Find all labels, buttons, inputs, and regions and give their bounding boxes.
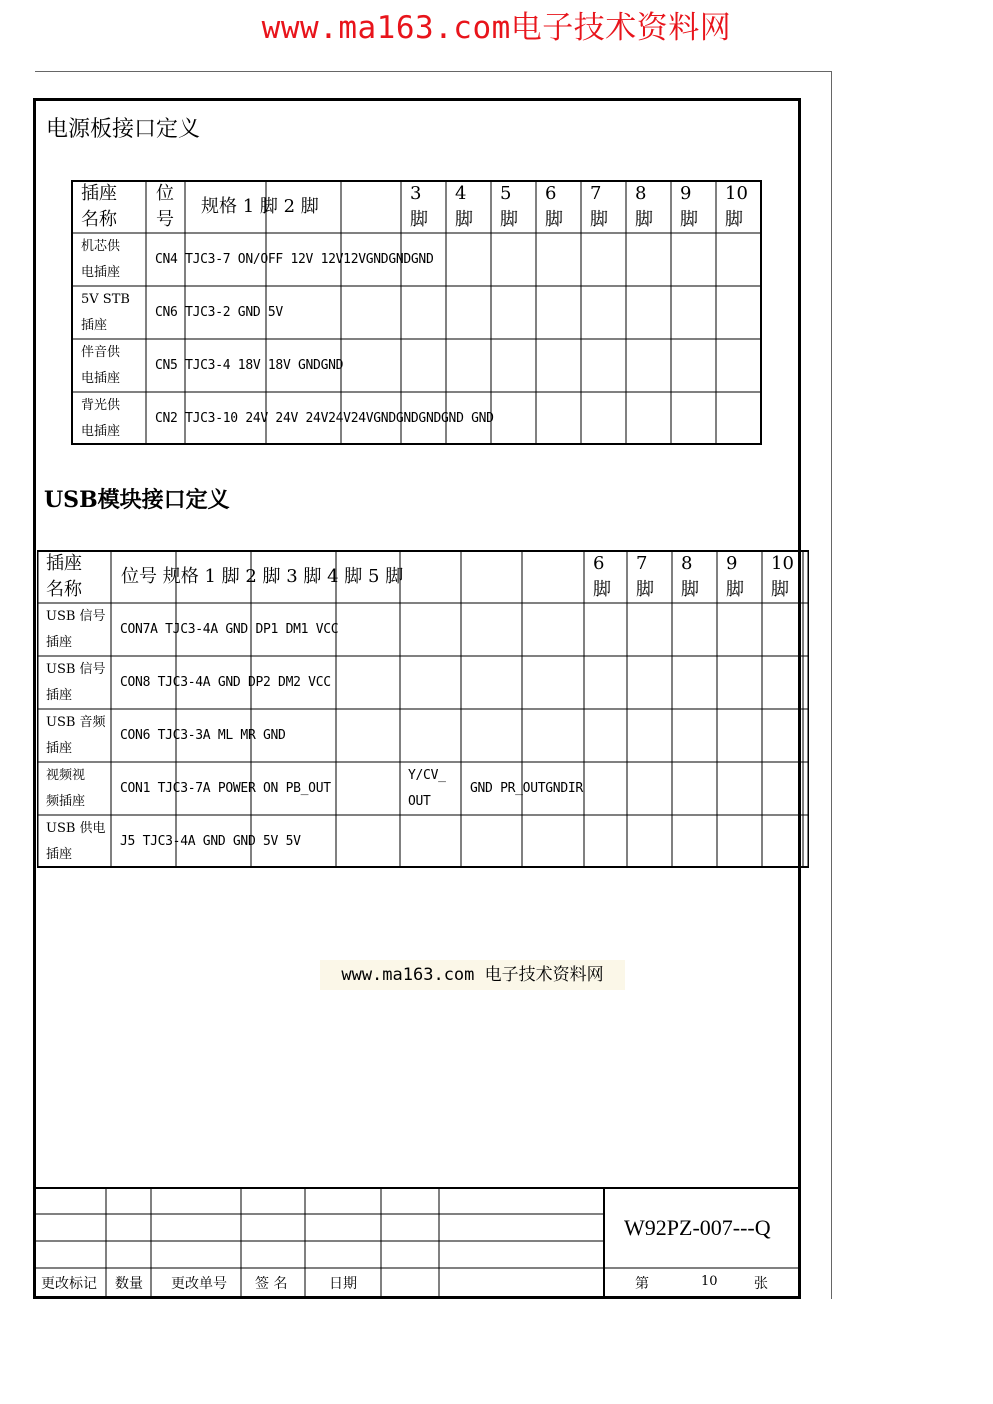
usb-row4-content: CON1 TJC3-7A POWER ON PB_OUT	[120, 781, 331, 796]
sheet-number: 10	[701, 1274, 718, 1289]
power-row3-name-2: 电插座	[81, 371, 121, 386]
power-row4-content: CN2 TJC3-10 24V 24V 24V24V24VGNDGNDGNDGND GND	[155, 411, 494, 426]
usb-row4-ycv-2: OUT	[408, 794, 431, 809]
power-header-pin7-num: 7	[590, 183, 602, 204]
usb-row1-content: CON7A TJC3-4A GND DP1 DM1 VCC	[120, 622, 339, 637]
usb-header-pin9-num: 9	[726, 553, 738, 574]
usb-row3-name-2: 插座	[46, 741, 73, 756]
label-change-mark: 更改标记	[41, 1276, 97, 1292]
usb-row5-name-1: USB 供电	[46, 821, 106, 836]
page-top-rule	[35, 71, 832, 72]
usb-header-pin10-label: 脚	[771, 579, 789, 600]
power-row3-name-1: 伴音供	[81, 345, 121, 360]
power-header-pin3-label: 脚	[410, 209, 428, 230]
usb-header-pin6-num: 6	[593, 553, 605, 574]
site-title: www.ma163.com电子技术资料网	[261, 10, 732, 46]
usb-row3-name-1: USB 音频	[46, 715, 106, 730]
usb-row2-name-2: 插座	[46, 688, 73, 703]
watermark-banner: www.ma163.com 电子技术资料网	[320, 960, 625, 990]
title-block-grid	[35, 1187, 799, 1297]
power-row4-name-2: 电插座	[81, 424, 121, 439]
title-block	[35, 1187, 799, 1297]
usb-row2-name-1: USB 信号	[46, 662, 106, 677]
power-header-pin6-label: 脚	[545, 209, 563, 230]
power-row1-content: CN4 TJC3-7 ON/OFF 12V 12V12VGNDGNDGND	[155, 252, 434, 267]
usb-header-socket-name-1: 插座	[46, 553, 82, 574]
power-header-pin5-num: 5	[500, 183, 512, 204]
label-change-number: 更改单号	[171, 1276, 227, 1292]
power-row1-name-1: 机芯供	[81, 239, 121, 254]
usb-row4-name-2: 频插座	[46, 794, 86, 809]
sheet-suffix: 张	[754, 1276, 768, 1292]
power-header-position-1: 位	[156, 183, 174, 204]
usb-header-pin6-label: 脚	[593, 579, 611, 600]
label-signature: 签 名	[255, 1276, 288, 1292]
page-right-rule	[831, 71, 832, 1299]
power-header-pin5-label: 脚	[500, 209, 518, 230]
power-row2-name-2: 插座	[81, 318, 108, 333]
usb-row3-content: CON6 TJC3-3A ML MR GND	[120, 728, 286, 743]
usb-header-position-spec-pins: 位号 规格 1 脚 2 脚 3 脚 4 脚 5 脚	[121, 566, 404, 587]
power-header-pin9-label: 脚	[680, 209, 698, 230]
power-header-pin8-num: 8	[635, 183, 647, 204]
power-row2-name-1: 5V STB	[81, 292, 130, 307]
power-row3-content: CN5 TJC3-4 18V 18V GNDGND	[155, 358, 344, 373]
power-header-pin3-num: 3	[410, 183, 422, 204]
power-header-pin9-num: 9	[680, 183, 692, 204]
usb-header-pin8-num: 8	[681, 553, 693, 574]
usb-row1-name-2: 插座	[46, 635, 73, 650]
power-header-pin4-label: 脚	[455, 209, 473, 230]
power-header-pin6-num: 6	[545, 183, 557, 204]
power-header-spec-pins: 规格 1 脚 2 脚	[201, 196, 319, 217]
power-header-pin7-label: 脚	[590, 209, 608, 230]
label-date: 日期	[329, 1276, 357, 1292]
label-quantity: 数量	[115, 1276, 143, 1292]
power-header-pin10-label: 脚	[725, 209, 743, 230]
power-header-pin8-label: 脚	[635, 209, 653, 230]
power-header-position-2: 号	[156, 209, 174, 230]
usb-header-socket-name-2: 名称	[46, 579, 82, 600]
power-header-pin4-num: 4	[455, 183, 467, 204]
usb-header-pin7-num: 7	[636, 553, 648, 574]
usb-header-pin9-label: 脚	[726, 579, 744, 600]
usb-row4-ycv-1: Y/CV_	[408, 768, 446, 783]
power-header-socket-name-1: 插座	[81, 183, 117, 204]
usb-row5-content: J5 TJC3-4A GND GND 5V 5V	[120, 834, 301, 849]
power-header-socket-name-2: 名称	[81, 209, 117, 230]
usb-row4-tail: GND PR_OUTGNDIR	[470, 781, 583, 796]
section-power-title: 电源板接口定义	[46, 117, 201, 142]
power-interface-table	[71, 180, 762, 445]
sheet-prefix: 第	[635, 1276, 649, 1292]
power-row4-name-1: 背光供	[81, 398, 121, 413]
usb-row1-name-1: USB 信号	[46, 609, 106, 624]
usb-interface-table	[37, 550, 809, 868]
power-header-pin10-num: 10	[725, 183, 748, 204]
usb-header-pin7-label: 脚	[636, 579, 654, 600]
power-row2-content: CN6 TJC3-2 GND 5V	[155, 305, 283, 320]
usb-row5-name-2: 插座	[46, 847, 73, 862]
power-row1-name-2: 电插座	[81, 265, 121, 280]
usb-row2-content: CON8 TJC3-4A GND DP2 DM2 VCC	[120, 675, 331, 690]
doc-number: W92PZ-007---Q	[624, 1215, 771, 1240]
usb-row4-name-1: 视频视	[46, 768, 86, 783]
usb-header-pin8-label: 脚	[681, 579, 699, 600]
usb-header-pin10-num: 10	[771, 553, 794, 574]
section-usb-title: USB模块接口定义	[44, 487, 230, 513]
